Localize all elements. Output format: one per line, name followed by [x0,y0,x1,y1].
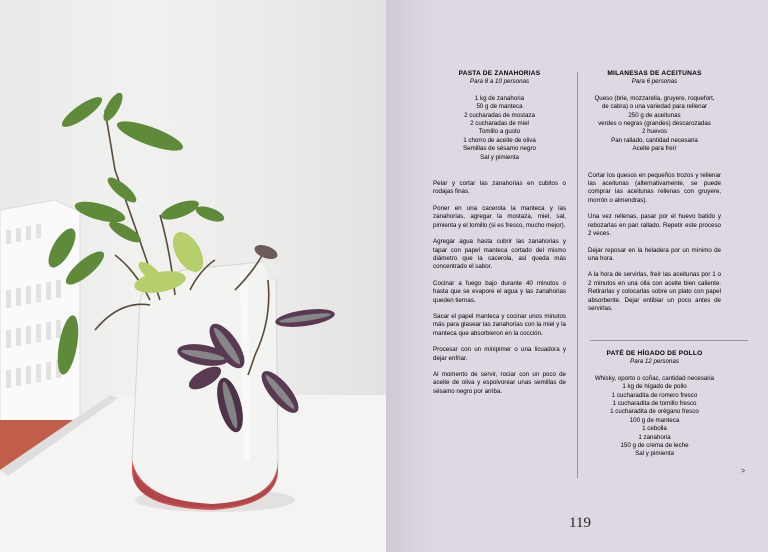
column-divider [577,72,578,478]
recipe-step: Una vez rellenas, pasar por el huevo batido y rebozarlas en pan rallado. Repetir este proceso 2 veces. [588,213,721,238]
ingredient: Queso (brie, mozzarella, gruyere, roquefort, [594,94,715,102]
recipe-step: Dejar reposar en la heladera por un mínimo de una hora. [588,246,721,262]
page-number: 119 [569,515,591,531]
ingredient: Whisky, oporto o coñac, cantidad necesaria [594,374,715,382]
ingredient: de cabra) o una variedad para rellenar [601,103,708,111]
ingredient-list [433,95,566,162]
ingredient: 100 g de manteca [629,416,680,424]
olive-milanesas-recipe [588,70,721,321]
ingredient: 1 cebolla [642,425,667,433]
recipe-step: Procesar con un minipimer o una licuadora y dejar enfriar. [433,346,566,362]
ingredient: 1 kg de hígado de pollo [622,383,687,391]
ingredient-list [588,375,721,459]
recipe-step: Agregar agua hasta cubrir las zanahorias y tapar con papel manteca cortado del mismo diámetro que la cacerola, así queda más concentrado el sabor. [433,238,566,271]
ingredient: 1 zanahoria [638,433,671,441]
section-divider [590,340,748,341]
ingredient: Sal y pimienta [635,450,674,458]
recipe-title: PASTA DE ZANAHORIAS [458,70,541,77]
ingredient: 250 g de aceitunas [628,111,681,119]
ingredient: 1 chorro de aceite de oliva [463,136,536,144]
continue-arrow: > [741,468,746,475]
recipe-step: Poner en una cacerola la manteca y las zanahorias, agregar la mostaza, miel, sal, pimienta y el tomillo (si es fresco, mucho mejor). [433,204,566,229]
recipe-title: PATÉ DE HÍGADO DE POLLO [606,350,703,357]
ingredient: 2 huevos [641,128,668,136]
ingredient: verdes o negras (grandes) descarozadas [598,120,711,128]
ingredient: 1 cucharadita de tomillo fresco [612,400,697,408]
recipe-step: Cortar los quesos en pequeños trozos y rellenar las aceitunas (alternativamente, se puede comprar las aceitunas rellenas con gruyere, morrón o almendras). [588,171,721,204]
ingredient: 1 kg de zanahoria [474,94,525,102]
ingredient: 2 cucharadas de miel [470,120,529,128]
ingredient: Aceite para freír [632,145,677,153]
recipe-step: Al momento de servir, rociar con un poco de aceite de oliva y espolvorear unas semillas de sésamo negro por arriba. [433,370,566,395]
chicken-liver-pate-recipe [588,350,721,471]
ingredient: 150 g de crema de leche [620,442,689,450]
recipe-title: MILANESAS DE ACEITUNAS [607,70,702,77]
recipe-step: Pelar y cortar las zanahorias en cubitos o rodajas finas. [433,180,566,196]
ingredient: Sal y pimienta [480,153,519,161]
ingredient: 1 cucharadita de orégano fresco [610,408,699,416]
ingredient: Tomillo a gusto [478,128,521,136]
recipe-servings: Para 8 a 10 personas [469,78,530,86]
ingredient: 50 g de manteca [476,103,523,111]
ingredient: Pan rallado, cantidad necesaria [611,136,698,144]
ingredient: 2 cucharadas de mostaza [464,111,535,119]
ingredient: Semillas de sésamo negro [463,145,536,153]
recipe-step: Cocinar a fuego bajo durante 40 minutos o hasta que se evapore el agua y las zanahorias queden tiernas. [433,279,566,304]
recipe-step: Sacar el papel manteca y cocinar unos minutos más para glasear las zanahorias con la miel y la manteca que absorbieron en la cocción. [433,312,566,337]
ingredient: 1 cucharadita de romero fresco [611,391,698,399]
recipe-step: A la hora de servirlas, freír las aceitunas por 1 o 2 minutos en una olla con aceite bien caliente. Retirarlas y colocarlas sobre un plato con papel absorbente. Dejar entibiar un poco antes de servirlas. [588,271,721,312]
carrot-pate-recipe [433,70,566,404]
ingredient-list [588,95,721,154]
recipe-servings: Para 12 personas [630,358,679,366]
recipe-servings: Para 6 personas [631,78,678,86]
